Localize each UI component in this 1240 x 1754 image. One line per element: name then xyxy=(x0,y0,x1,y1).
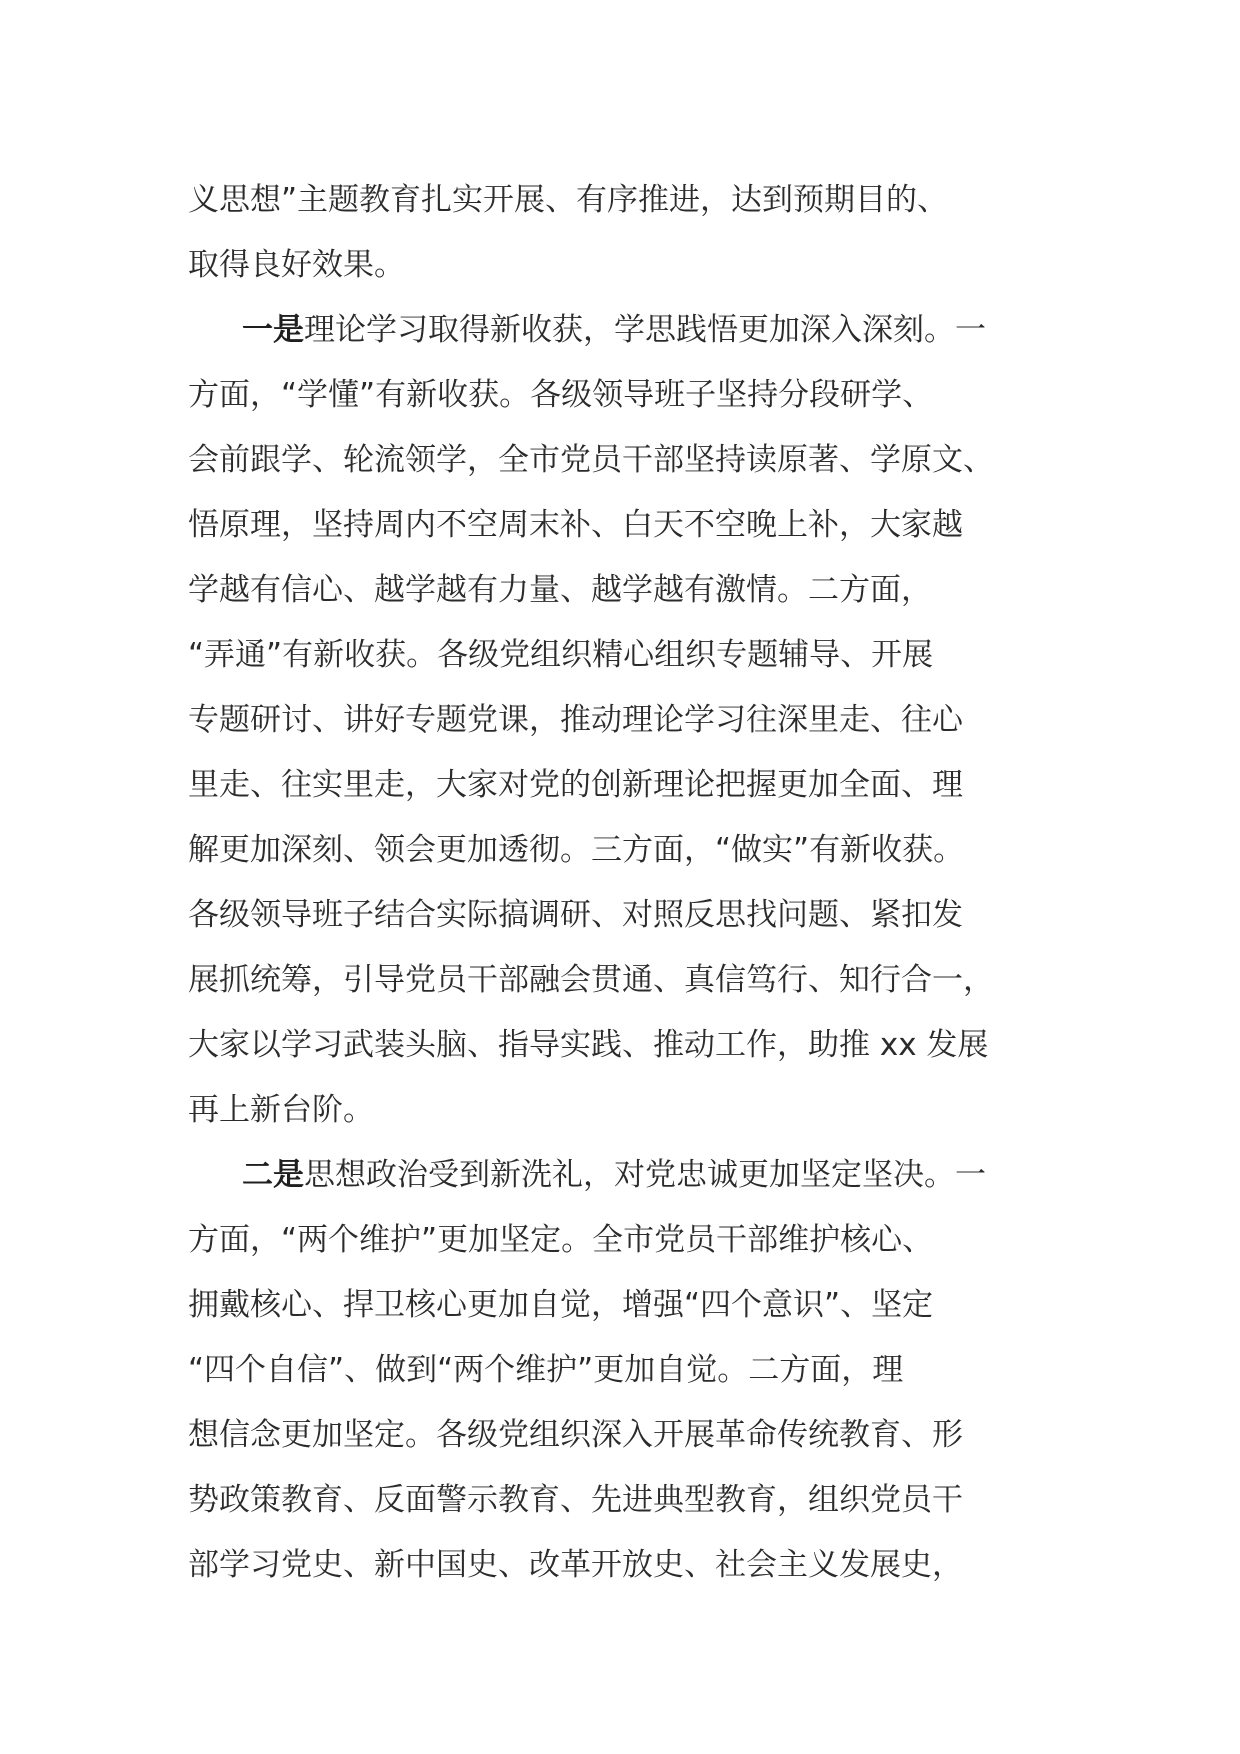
text-line: “四个自信”、做到“两个维护”更加自觉。二方面，理 xyxy=(188,1352,904,1388)
paragraph-2-first-text: 思想政治受到新洗礼，对党忠诚更加坚定坚决。一 xyxy=(304,1157,986,1193)
text-line: 方面，“学懂”有新收获。各级领导班子坚持分段研学、 xyxy=(188,377,934,413)
text-line: 会前跟学、轮流领学，全市党员干部坚持读原著、学原文、 xyxy=(188,442,994,478)
text-line: 解更加深刻、领会更加透彻。三方面，“做实”有新收获。 xyxy=(188,832,965,868)
document-body xyxy=(188,168,1068,1598)
text-line: 拥戴核心、捍卫核心更加自觉，增强“四个意识”、坚定 xyxy=(188,1287,934,1323)
paragraph-1-first-line xyxy=(188,298,1068,363)
text-line: 部学习党史、新中国史、改革开放史、社会主义发展史， xyxy=(188,1547,963,1583)
text-line: 悟原理，坚持周内不空周末补、白天不空晚上补，大家越 xyxy=(188,507,963,543)
text-line: 取得良好效果。 xyxy=(188,247,405,283)
paragraph-2-lead: 二是 xyxy=(242,1157,304,1193)
text-line: 方面，“两个维护”更加坚定。全市党员干部维护核心、 xyxy=(188,1222,934,1258)
paragraph-2-first-line xyxy=(188,1143,1068,1208)
text-line: 里走、往实里走，大家对党的创新理论把握更加全面、理 xyxy=(188,767,963,803)
text-line: 再上新台阶。 xyxy=(188,1092,374,1128)
text-line: 义思想”主题教育扎实开展、有序推进，达到预期目的、 xyxy=(188,182,949,218)
text-line: 想信念更加坚定。各级党组织深入开展革命传统教育、形 xyxy=(188,1417,963,1453)
text-line: 势政策教育、反面警示教育、先进典型教育，组织党员干 xyxy=(188,1482,963,1518)
text-line: “弄通”有新收获。各级党组织精心组织专题辅导、开展 xyxy=(188,637,934,673)
paragraph-1-first-text: 理论学习取得新收获，学思践悟更加深入深刻。一 xyxy=(304,312,986,348)
text-line: 各级领导班子结合实际搞调研、对照反思找问题、紧扣发 xyxy=(188,897,963,933)
text-line: 专题研讨、讲好专题党课，推动理论学习往深里走、往心 xyxy=(188,702,963,738)
paragraph-1-lead: 一是 xyxy=(242,312,304,348)
text-line: 学越有信心、越学越有力量、越学越有激情。二方面， xyxy=(188,572,932,608)
text-line: 展抓统筹，引导党员干部融会贯通、真信笃行、知行合一， xyxy=(188,962,994,998)
text-line: 大家以学习武装头脑、指导实践、推动工作，助推 xx 发展 xyxy=(188,1027,989,1063)
